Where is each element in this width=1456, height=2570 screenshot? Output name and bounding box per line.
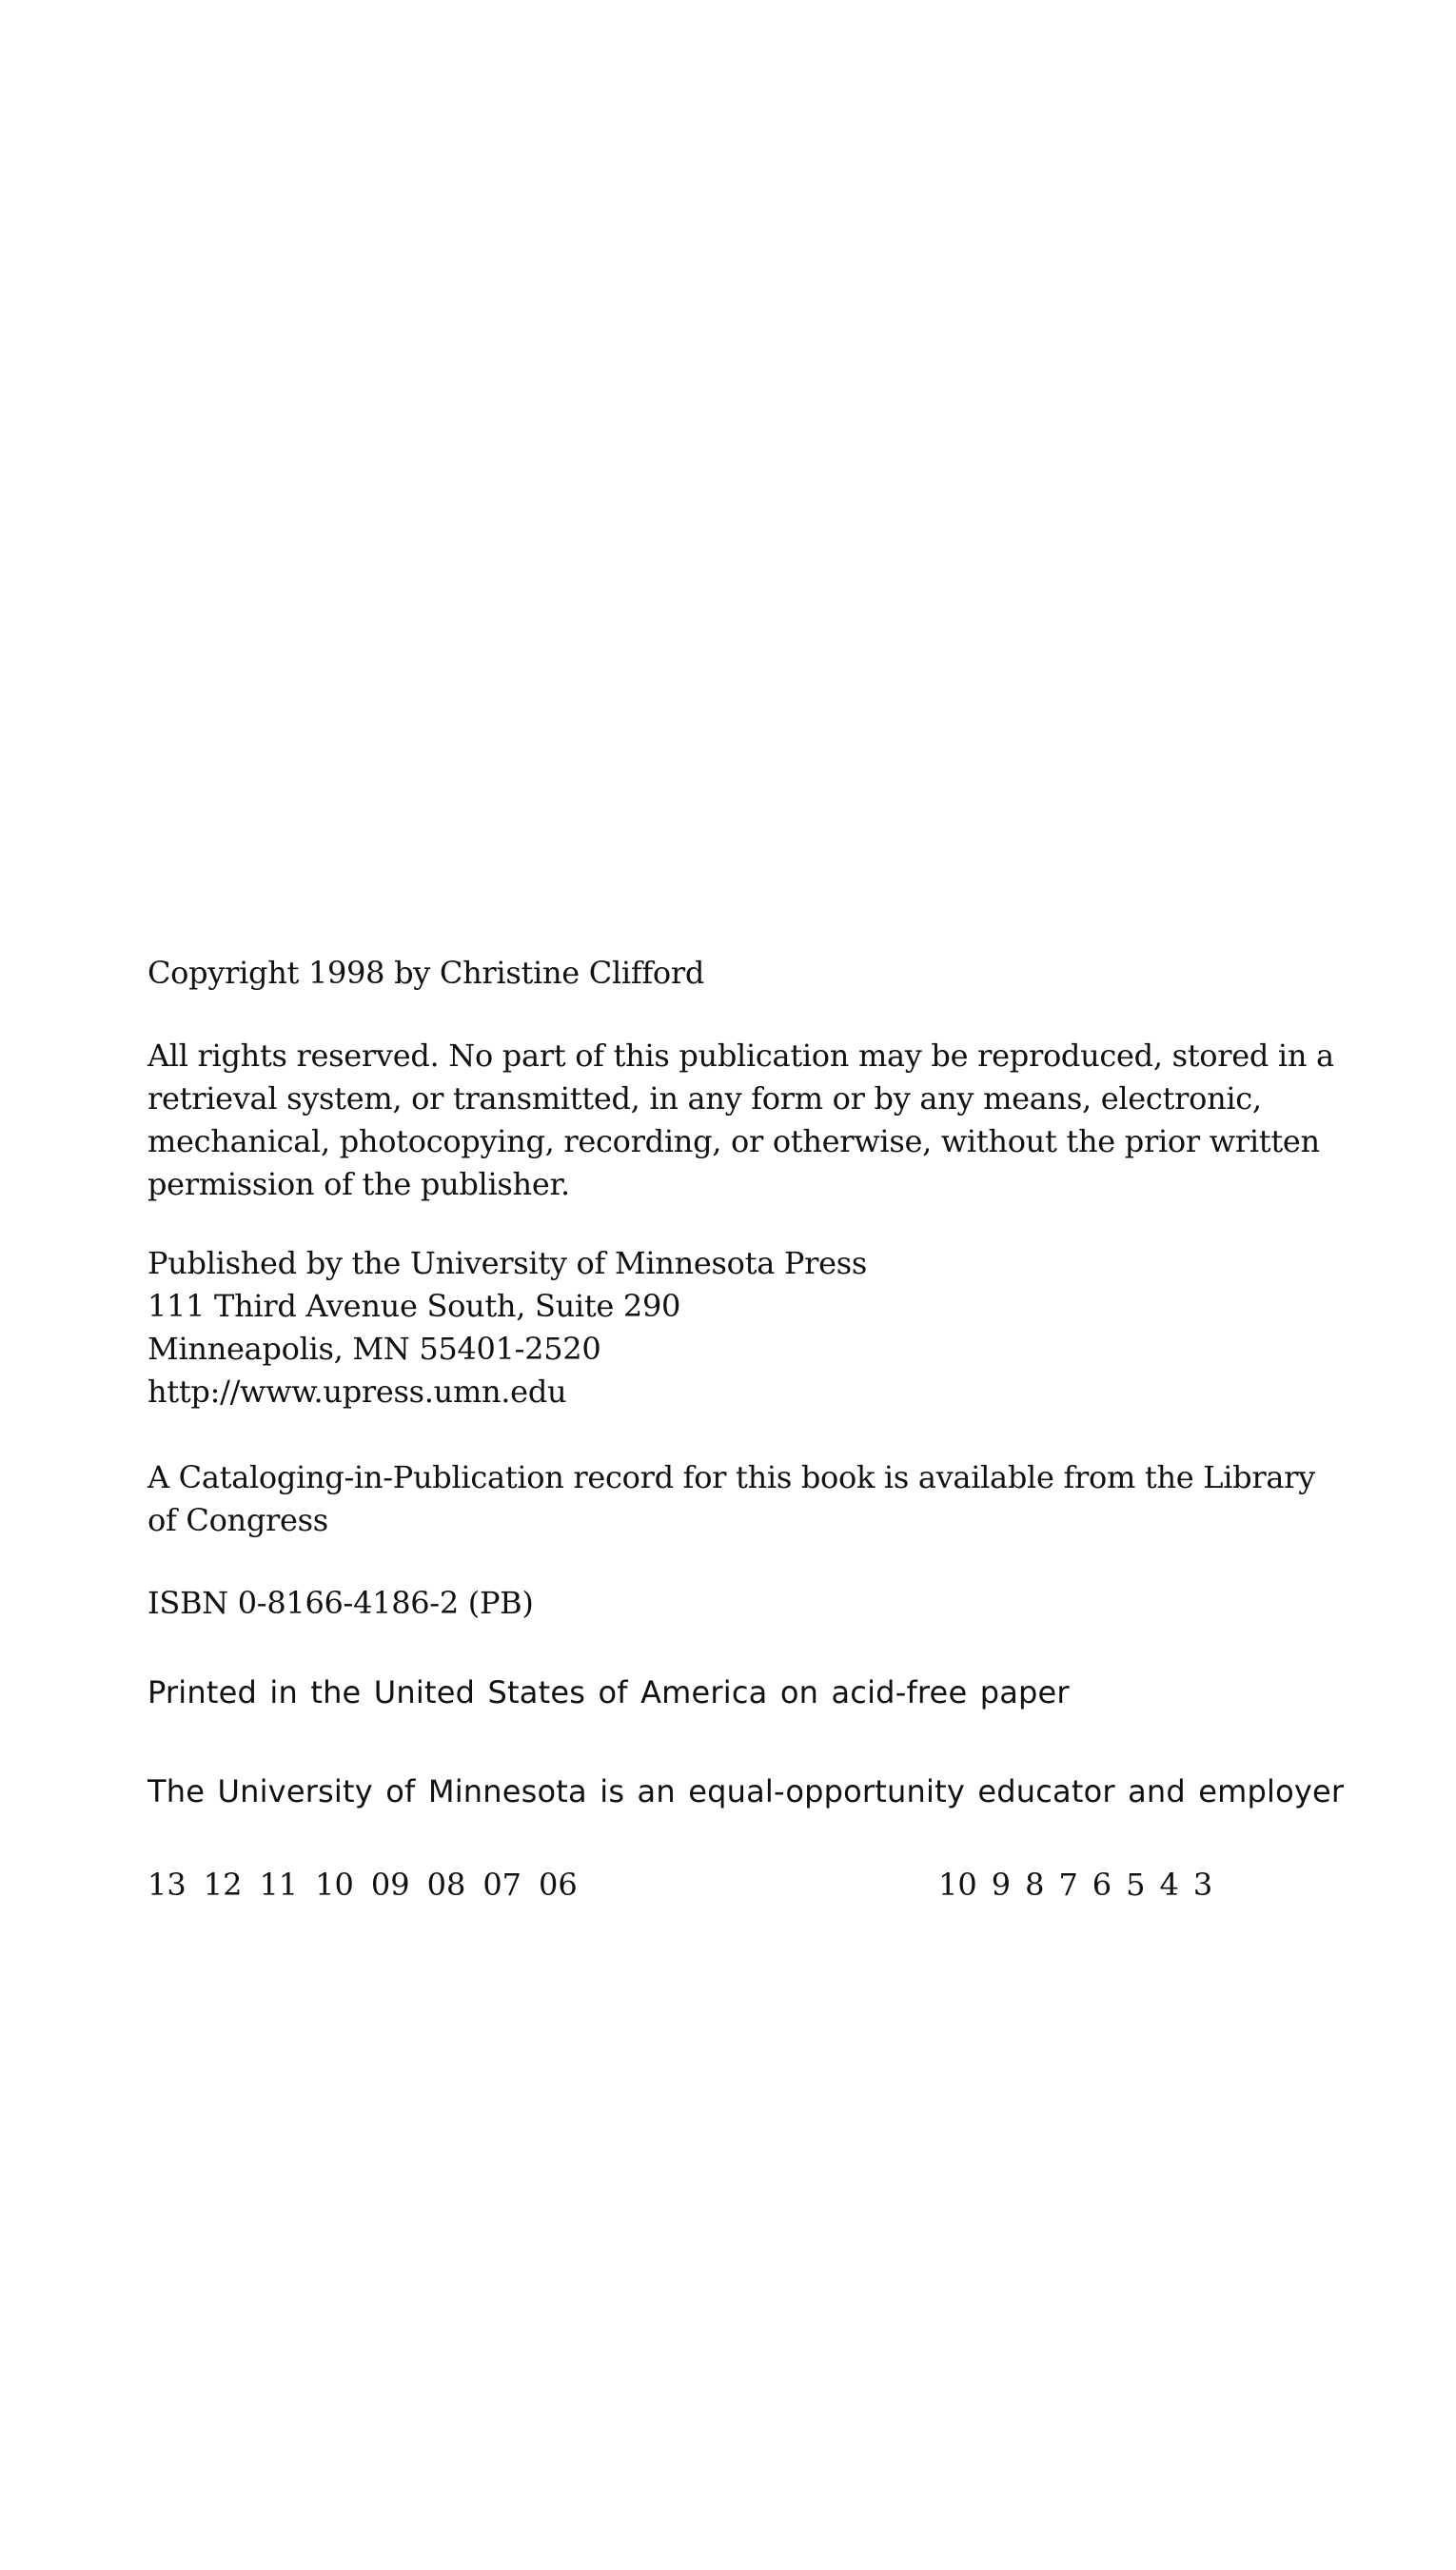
printing-code-line xyxy=(938,1864,1227,1907)
isbn xyxy=(148,1582,1337,1625)
publisher-name: Published by the University of Minnesota Press xyxy=(148,1245,867,1281)
printing-code: 3 xyxy=(1192,1867,1213,1903)
publisher-street: 111 Third Avenue South, Suite 290 xyxy=(148,1288,681,1324)
printing-code: 6 xyxy=(1092,1867,1112,1903)
rights-line: All rights reserved. No part of this publication may be reproduced, stored in a xyxy=(148,1038,1334,1074)
year-code: 09 xyxy=(370,1867,410,1903)
copyright-notice xyxy=(148,952,1337,995)
publisher-address xyxy=(148,1242,1337,1414)
year-code: 08 xyxy=(426,1867,466,1903)
year-code: 10 xyxy=(315,1867,354,1903)
year-code: 11 xyxy=(259,1867,299,1903)
printing-code: 10 xyxy=(938,1867,977,1903)
printing-code: 4 xyxy=(1159,1867,1179,1903)
rights-line: retrieval system, or transmitted, in any form or by any means, electronic, xyxy=(148,1080,1262,1117)
printing-code: 5 xyxy=(1126,1867,1146,1903)
equal-opportunity-notice xyxy=(148,1770,1345,1813)
year-code: 06 xyxy=(539,1867,578,1903)
year-code: 07 xyxy=(482,1867,522,1903)
rights-line: mechanical, photocopying, recording, or otherwise, without the prior written xyxy=(148,1123,1320,1159)
printing-code: 8 xyxy=(1025,1867,1045,1903)
year-code-line xyxy=(148,1864,595,1907)
cip-line: A Cataloging-in-Publication record for this book is available from the Library xyxy=(148,1459,1315,1495)
printed-text: Printed in the United States of America on acid-free paper xyxy=(148,1674,1070,1710)
year-code: 12 xyxy=(203,1867,243,1903)
year-code: 13 xyxy=(148,1867,187,1903)
copyright-text: Copyright 1998 by Christine Clifford xyxy=(148,955,705,991)
rights-line: permission of the publisher. xyxy=(148,1166,570,1202)
printed-notice xyxy=(148,1671,1337,1714)
cip-line: of Congress xyxy=(148,1502,328,1538)
cataloging-notice xyxy=(148,1456,1337,1542)
publisher-city: Minneapolis, MN 55401-2520 xyxy=(148,1331,601,1367)
rights-reserved-paragraph xyxy=(148,1035,1337,1206)
printing-code: 9 xyxy=(991,1867,1012,1903)
printing-code: 7 xyxy=(1058,1867,1078,1903)
isbn-text: ISBN 0-8166-4186-2 (PB) xyxy=(148,1585,534,1621)
publisher-url: http://www.upress.umn.edu xyxy=(148,1374,567,1410)
equal-opportunity-text: The University of Minnesota is an equal-opportunity educator and employer xyxy=(148,1773,1345,1809)
